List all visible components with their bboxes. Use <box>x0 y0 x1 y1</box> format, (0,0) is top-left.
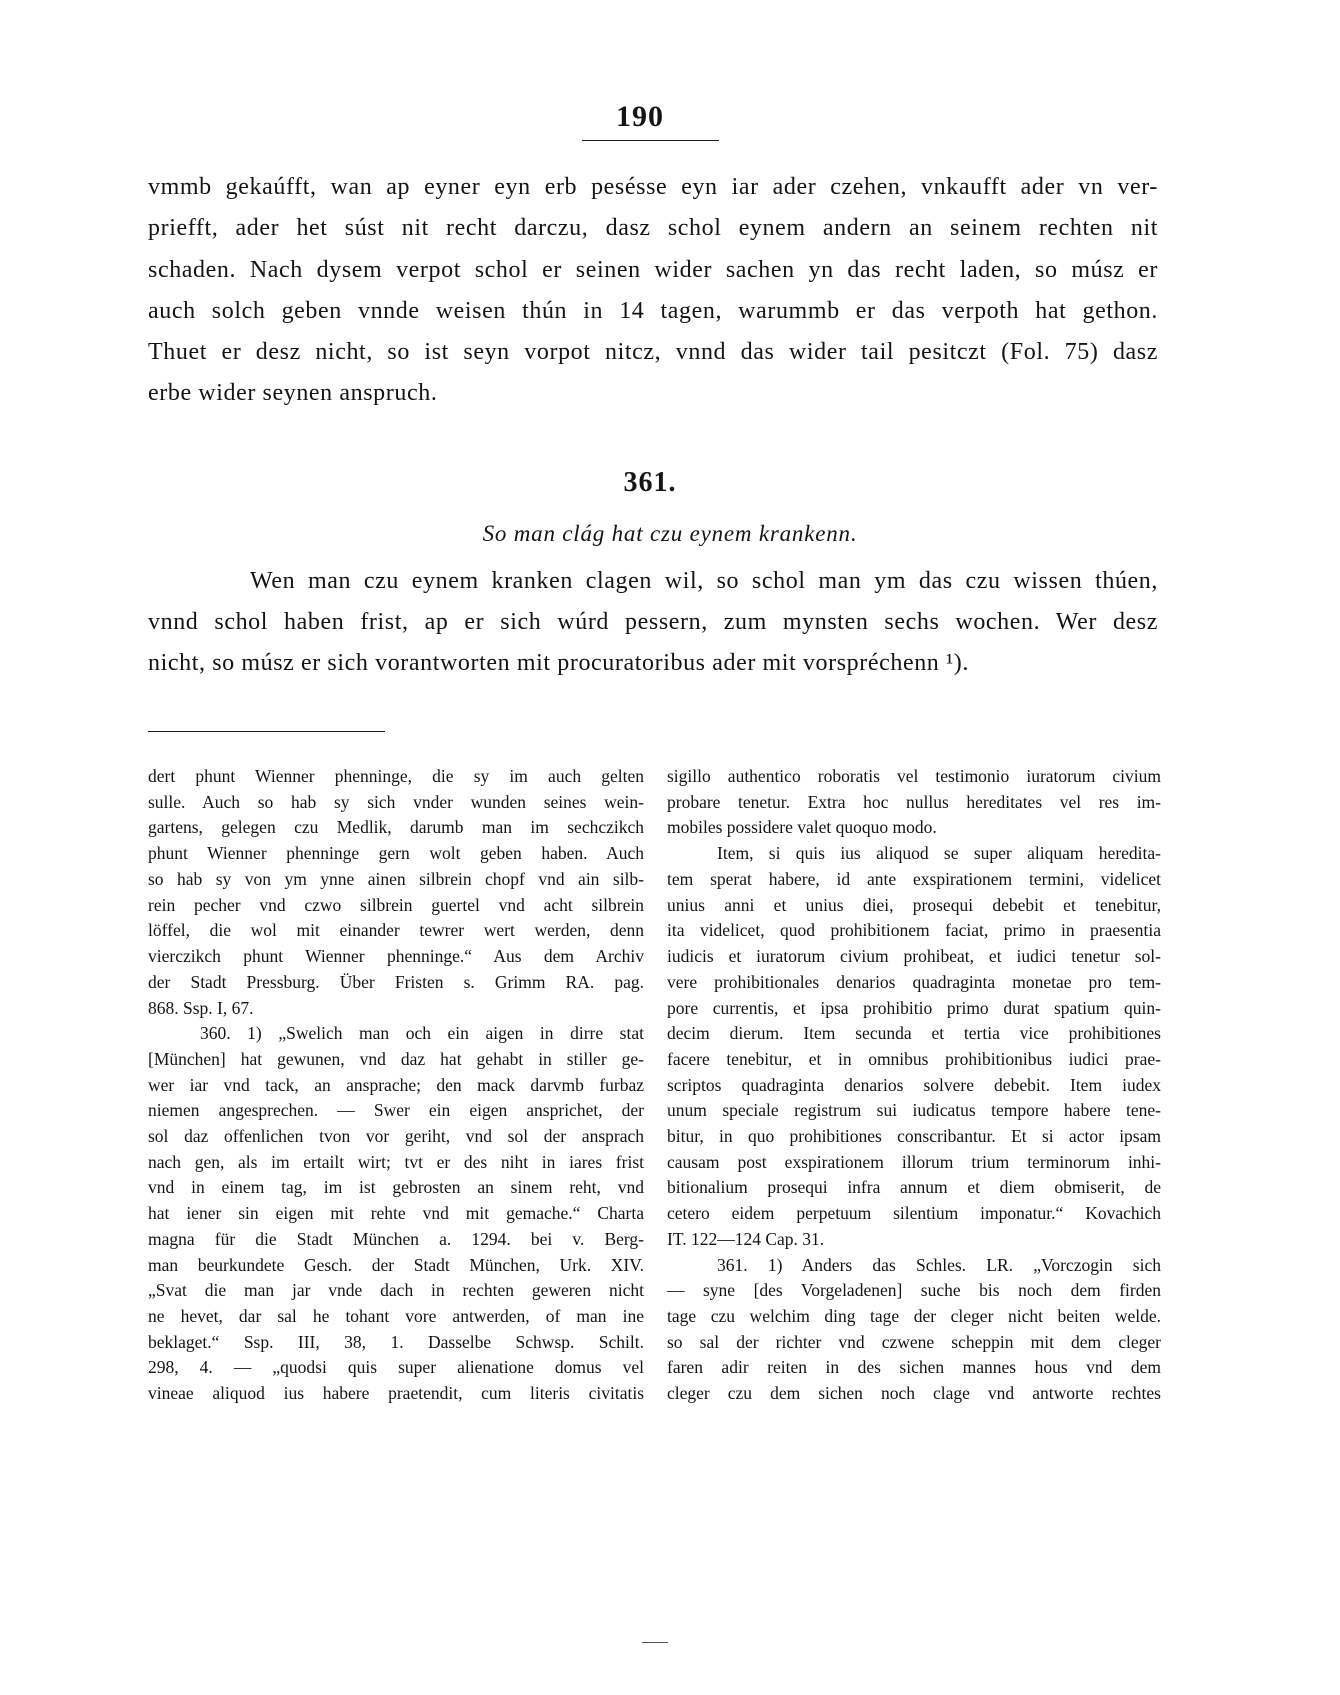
text-line: vmmb gekaúfft, wan ap eyner eyn erb pesésse eyn iar ader czehen, vnkaufft ader vn ver- <box>148 174 1158 200</box>
footnote-line: mobiles possidere valet quoquo modo. <box>667 817 937 837</box>
footnote-line: dert phunt Wienner phenninge, die sy im auch gelten <box>148 766 644 786</box>
footnote-line: sulle. Auch so hab sy sich vnder wunden seines wein- <box>148 792 644 812</box>
text-line: priefft, ader het súst nit recht darczu, dasz schol eynem andern an seinem rechten nit <box>148 215 1158 241</box>
footnote-line: scriptos quadraginta denarios solvere debebit. Item iudex <box>667 1075 1161 1095</box>
footnote-line: IT. 122—124 Cap. 31. <box>667 1229 825 1249</box>
text-line: schaden. Nach dysem verpot schol er seinen wider sachen yn das recht laden, so músz er <box>148 257 1158 283</box>
footnote-line: so sal der richter vnd czwene scheppin mit dem cleger <box>667 1332 1161 1352</box>
footnote-line: magna für die Stadt München a. 1294. bei v. Berg- <box>148 1229 644 1249</box>
footnote-line: löffel, die wol mit einander tewrer wert werden, denn <box>148 920 644 940</box>
footnote-line: bitionalium prosequi infra annum et diem obmiserit, de <box>667 1177 1161 1197</box>
footnote-line: 298, 4. — „quodsi quis super alienatione domus vel <box>148 1357 644 1377</box>
footnote-line: unum speciale registrum sui iudicatus tempore habere tene- <box>667 1100 1161 1120</box>
footnote-line: der Stadt Pressburg. Über Fristen s. Grimm RA. pag. <box>148 972 644 992</box>
footnote-line: tem sperat habere, id ante exspirationem termini, videlicet <box>667 869 1161 889</box>
footnote-line: causam post exspirationem illorum trium terminorum inhi- <box>667 1152 1161 1172</box>
footnote-line: faren adir reiten in des sichen mannes hous vnd dem <box>667 1357 1161 1377</box>
footnote-line: 868. Ssp. I, 67. <box>148 998 254 1018</box>
text-line: erbe wider seynen anspruch. <box>148 380 438 406</box>
footnote-line: decim dierum. Item secunda et tertia vice prohibitiones <box>667 1023 1161 1043</box>
text-line: Wen man czu eynem kranken clagen wil, so schol man ym das czu wissen thúen, <box>250 568 1158 594</box>
footnote-line: hat iener sin eigen mit rehte vnd mit gemache.“ Charta <box>148 1203 644 1223</box>
footnote-line: iudicis et iuratorum civium prohibeat, et iudici tenetur sol- <box>667 946 1161 966</box>
footnote-line: vierczikch phunt Wienner phenninge.“ Aus dem Archiv <box>148 946 644 966</box>
footnote-line: ita videlicet, quod prohibitionem faciat, primo in praesentia <box>667 920 1161 940</box>
footnote-line: facere tenebitur, et in omnibus prohibitionibus iudici prae- <box>667 1049 1161 1069</box>
section-title: So man clág hat czu eynem krankenn. <box>482 521 858 546</box>
footnote-line: vere prohibitionales denarios quadraginta monetae pro tem- <box>667 972 1161 992</box>
footnote-line: vnd in einem tag, im ist gebrosten an sinem reht, vnd <box>148 1177 644 1197</box>
footnote-line: beklaget.“ Ssp. III, 38, 1. Dasselbe Schwsp. Schilt. <box>148 1332 644 1352</box>
footnote-line: tage czu welchim ding tage der cleger nicht beiten welde. <box>667 1306 1161 1326</box>
footnote-line: — syne [des Vorgeladenen] suche bis noch dem firden <box>667 1280 1161 1300</box>
footnote-line: man beurkundete Gesch. der Stadt München, Urk. XIV. <box>148 1255 644 1275</box>
footnote-line: niemen angesprechen. — Swer ein eigen ansprichet, der <box>148 1100 644 1120</box>
footnote-line: rein pecher vnd czwo silbrein guertel vnd acht silbrein <box>148 895 644 915</box>
footnote-line: 361. 1) Anders das Schles. LR. „Vorczogin sich <box>717 1255 1161 1275</box>
footnote-line: sigillo authentico roboratis vel testimonio iuratorum civium <box>667 766 1161 786</box>
footnote-line: vineae aliquod ius habere praetendit, cum literis civitatis <box>148 1383 644 1403</box>
page-number: 190 <box>616 100 664 133</box>
footnote-line: nach gen, als im ertailt wirt; tvt er des niht in iares frist <box>148 1152 644 1172</box>
page-number-rule <box>582 140 719 141</box>
text-line: vnnd schol haben frist, ap er sich wúrd pessern, zum mynsten sechs wochen. Wer desz <box>148 609 1158 635</box>
footnote-line: so hab sy von ym ynne ainen silbrein chopf vnd ain silb- <box>148 869 644 889</box>
text-line: auch solch geben vnnde weisen thún in 14 tagen, warummb er das verpoth hat gethon. <box>148 298 1158 324</box>
text-line: Thuet er desz nicht, so ist seyn vorpot nitcz, vnnd das wider tail pesitczt (Fol. 75) dasz <box>148 339 1158 365</box>
footnote-line: cetero eidem perpetuum silentium imponatur.“ Kovachich <box>667 1203 1161 1223</box>
footnote-line: probare tenetur. Extra hoc nullus hereditates vel res im- <box>667 792 1161 812</box>
footnote-line: sol daz offenlichen tvon vor geriht, vnd sol der ansprach <box>148 1126 644 1146</box>
footnote-line: pore currentis, et ipsa prohibitio primo durat spatium quin- <box>667 998 1161 1018</box>
footnote-line: bitur, in quo prohibitiones conscribantur. Et si actor ipsam <box>667 1126 1161 1146</box>
footnote-line: [München] hat gewunen, vnd daz hat gehabt in stiller ge- <box>148 1049 644 1069</box>
text-line: nicht, so músz er sich vorantworten mit procuratoribus ader mit vorspréchenn ¹). <box>148 650 969 676</box>
footnote-line: gartens, gelegen czu Medlik, darumb man im sechczikch <box>148 817 644 837</box>
footnote-line: unius anni et unius diei, prosequi debebit et tenebitur, <box>667 895 1161 915</box>
footnote-rule <box>148 731 385 732</box>
footnote-line: wer iar vnd tack, an ansprache; den mack darvmb furbaz <box>148 1075 644 1095</box>
footnote-line: Item, si quis ius aliquod se super aliquam heredita- <box>717 843 1161 863</box>
footnote-line: 360. 1) „Swelich man och ein aigen in dirre stat <box>200 1023 644 1043</box>
footnote-line: phunt Wienner phenninge gern wolt geben haben. Auch <box>148 843 644 863</box>
footnote-line: ne hevet, dar sal he tohant vore antwerden, of man ine <box>148 1306 644 1326</box>
footnote-line: cleger czu dem sichen noch clage vnd antworte rechtes <box>667 1383 1161 1403</box>
section-number: 361. <box>623 467 677 498</box>
bottom-mark <box>642 1642 668 1643</box>
footnote-line: „Svat die man jar vnde dach in rechten geweren nicht <box>148 1280 644 1300</box>
